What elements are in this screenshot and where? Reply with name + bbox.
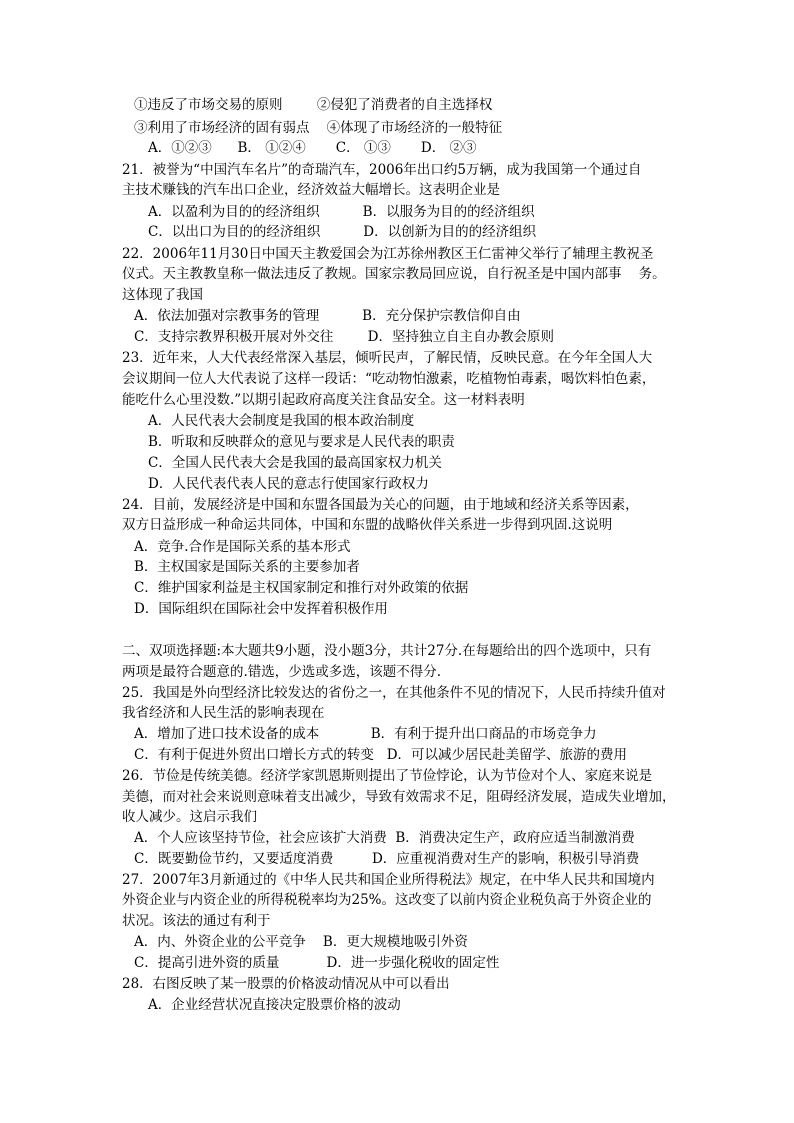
text-line: 会议期间一位人大代表说了这样一段话：“吃动物怕激素，吃植物怕毒素，喝饮料怕色素，	[122, 371, 656, 387]
text-line: 外资企业与内资企业的所得税税率均为25%。这改变了以前内资企业税负高于外资企业的	[122, 892, 652, 908]
question-24: 24．目前，发展经济是中国和东盟各国最为关心的问题，由于地域和经济关系等因素，	[122, 497, 639, 513]
option-line: C．全国人民代表大会是我国的最高国家权力机关	[148, 455, 442, 471]
text-line: 仪式。天主教教皇称一做法违反了教规。国家宗教局回应说，自行祝圣是中国内部事 务。	[122, 266, 666, 282]
option-line: A．增加了进口技术设备的成本 B．有利于提升出口商品的市场竞争力	[134, 726, 597, 742]
text-line: 收人减少。这启示我们	[122, 809, 257, 825]
question-25: 25．我国是外向型经济比较发达的省份之一，在其他条件不见的情况下，人民币持续升值对	[122, 685, 666, 701]
text-line: 美德，而对社会来说则意味着支出减少，导致有效需求不足，阻碍经济发展，造成失业增加，	[122, 789, 676, 805]
text-line: 主技术赚钱的汽车出口企业，经济效益大幅增长。这表明企业是	[122, 182, 500, 198]
question-26: 26．节俭是传统美德。经济学家凯恩斯则提出了节俭悖论，认为节俭对个人、家庭来说是	[122, 768, 653, 784]
option-line: C．维护国家利益是主权国家制定和推行对外政策的依据	[134, 580, 469, 596]
option-line: C．有利于促进外贸出口增长方式的转变 D．可以减少居民赴美留学、旅游的费用	[134, 747, 628, 763]
text-line: ①违反了市场交易的原则 ②侵犯了消费者的自主选择权	[134, 97, 493, 113]
option-line: A．个人应该坚持节俭，社会应该扩大消费 B．消费决定生产，政府应适当制激消费	[134, 830, 635, 846]
option-line: C．以出口为目的的经济组织 D．以创新为目的的经济组织	[148, 224, 537, 240]
option-line: A．依法加强对宗教事务的管理 B．充分保护宗教信仰自由	[134, 308, 521, 324]
option-line: C．支持宗教界积极开展对外交往 D．坚持独立自主自办教会原则	[134, 329, 554, 345]
option-line: B．主权国家是国际关系的主要参加者	[134, 559, 360, 575]
text-line: 我省经济和人民生活的影响表现在	[122, 705, 325, 721]
option-line: C．既要勤俭节约，又要适度消费 D．应重视消费对生产的影响，积极引导消费	[134, 851, 640, 867]
option-line: A．企业经营状况直接决定股票价格的波动	[148, 997, 401, 1013]
text-line: ③利用了市场经济的固有弱点 ④体现了市场经济的一般特征	[134, 120, 503, 136]
section-heading: 二、双项选择题:本大题共9小题，没小题3分，共计27分.在每题给出的四个选项中，只有	[122, 643, 652, 659]
text-line: 能吃什么心里没数.”以期引起政府高度关注食品安全。这一材料表明	[122, 392, 525, 408]
text-line: 双方日益形成一种命运共同体，中国和东盟的战略伙伴关系进一步得到巩固.这说明	[122, 517, 613, 533]
option-line: D．国际组织在国际社会中发挥着积极作用	[134, 601, 388, 617]
option-line: A．以盈利为目的的经济组织 B．以服务为目的的经济组织	[148, 204, 535, 220]
text-line: 状况。该法的通过有利于	[122, 913, 271, 929]
text-line: A．①②③ B． ①②④ C． ①③ D． ②③	[148, 140, 477, 156]
question-23: 23．近年来，人大代表经常深入基层，倾听民声，了解民情，反映民意。在今年全国人大	[122, 350, 653, 366]
option-line: C．提高引进外资的质量 D．进一步强化税收的固定性	[134, 955, 500, 971]
text-line: 两项是最符合题意的.错选，少选或多选，该题不得分.	[122, 664, 442, 680]
text-line: 这体现了我国	[122, 287, 203, 303]
option-line: A．内、外资企业的公平竞争 B．更大规模地吸引外资	[134, 934, 468, 950]
option-line: D．人民代表代表人民的意志行使国家行政权力	[148, 476, 429, 492]
question-21: 21．被誉为“中国汽车名片”的奇瑞汽车，2006年出口约5万辆，成为我国第一个通过自	[122, 162, 642, 178]
option-line: B．听取和反映群众的意见与要求是人民代表的职责	[148, 434, 455, 450]
question-28: 28．右图反映了某一股票的价格波动情况从中可以看出	[122, 976, 450, 992]
option-line: A．人民代表大会制度是我国的根本政治制度	[148, 413, 415, 429]
question-22: 22．2006年11月30日中国天主教爱国会为江苏徐州教区王仁雷神父举行了辅理主教祝圣	[122, 246, 654, 262]
question-27: 27．2007年3月新通过的《中华人民共和国企业所得税法》规定，在中华人民共和国境内	[122, 872, 655, 888]
option-line: A．竞争.合作是国际关系的基本形式	[134, 539, 351, 555]
